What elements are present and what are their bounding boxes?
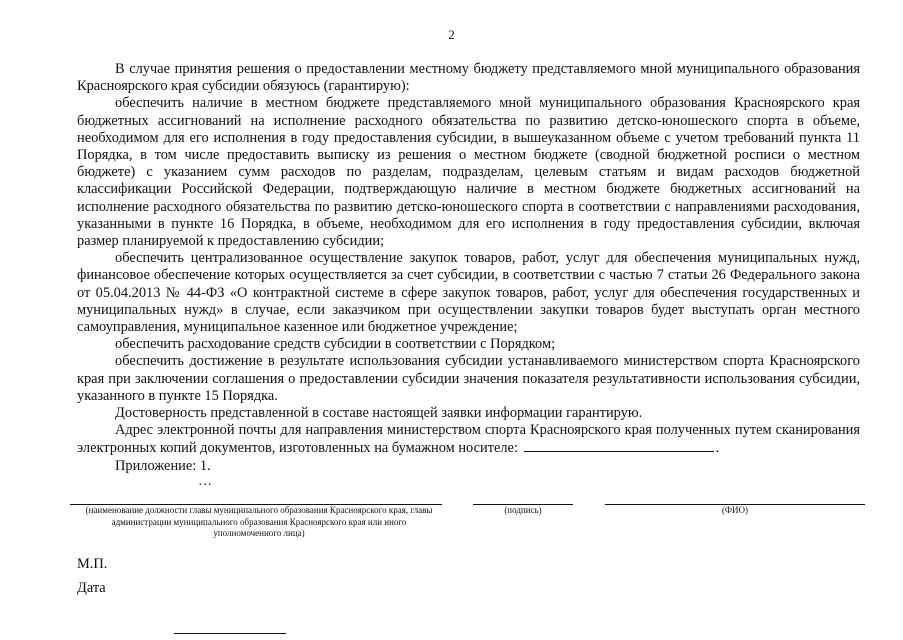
stamp-label: М.П. [77,556,108,572]
email-paragraph [77,422,860,457]
obligation-budget-paragraph: обеспечить наличие в местном бюджете представляемого мной муниципального образования Красноярского края бюджетных ассигнований на исполнение расходного обязательства по развитию детско-юношеского спорта в объеме, необходимом для его исполнения в году предоставления субсидии, в вышеуказанном объеме с учетом требований пункта 11 Порядка, в том числе предоставить выписку из решения о местном бюджете (сводной бюджетной росписи о местном бюджете) с указанием сумм расходов по разделам, подразделам, целевым статьям и видам расходов бюджетной классификации Российской Федерации, подтверждающую наличие в местном бюджете бюджетных ассигнований на исполнение расходного обязательства по развитию детско-юношеского спорта в соответствии с направлениями расходования, указанными в пункте 16 Порядка, в объеме, необходимом для его исполнения в году предоставления субсидии, включая размер планируемой к предоставлению субсидии; [77,95,860,250]
attachment-ellipsis: … [198,474,213,489]
page-number: 2 [448,27,455,42]
date-line [174,633,286,634]
attachment-line: Приложение: 1. [115,457,211,474]
obligation-result-paragraph: обеспечить достижение в результате использования субсидии устанавливаемого министерством спорта Красноярского края при заключении соглашения о предоставлении субсидии значения показателя результативности использования субсидии, указанного в пункте 15 Порядка. [77,353,860,404]
signature-caption: (подпись) [504,505,542,515]
obligation-spending-paragraph: обеспечить расходование средств субсидии в соответствии с Порядком; [115,336,556,353]
email-blank-field [524,439,714,452]
name-caption: (ФИО) [721,505,749,515]
guarantee-paragraph: Достоверность представленной в составе настоящей заявки информации гарантирую. [115,405,643,422]
position-caption: (наименование должности главы муниципального образования Красноярского края, главы администрации муниципального образования Красноярского края или иного уполномоченного лица) [85,505,433,538]
document-body [77,61,860,475]
date-label: Дата [77,580,106,596]
intro-paragraph: В случае принятия решения о предоставлении местному бюджету представляемого мной муниципального образования Красноярского края субсидии обязуюсь (гарантирую): [77,61,860,95]
email-paragraph-end: . [715,440,720,457]
email-paragraph-text: Адрес электронной почты для направления министерством спорта Красноярского края полученных путем сканирования электронных копий документов, изготовленных на бумажном носителе: [77,422,860,457]
obligation-procurement-paragraph: обеспечить централизованное осуществление закупок товаров, работ, услуг для обеспечения муниципальных нужд, финансовое обеспечение которых осуществляется за счет субсидии, в соответствии с частью 7 статьи 26 Федерального закона от 05.04.2013 № 44-ФЗ «О контрактной системе в сфере закупок товаров, работ, услуг для обеспечения государственных и муниципальных нужд» в случае, если заказчиком при осуществлении закупки товаров будет выступать орган местного самоуправления, муниципальное казенное или бюджетное учреждение; [77,250,860,336]
